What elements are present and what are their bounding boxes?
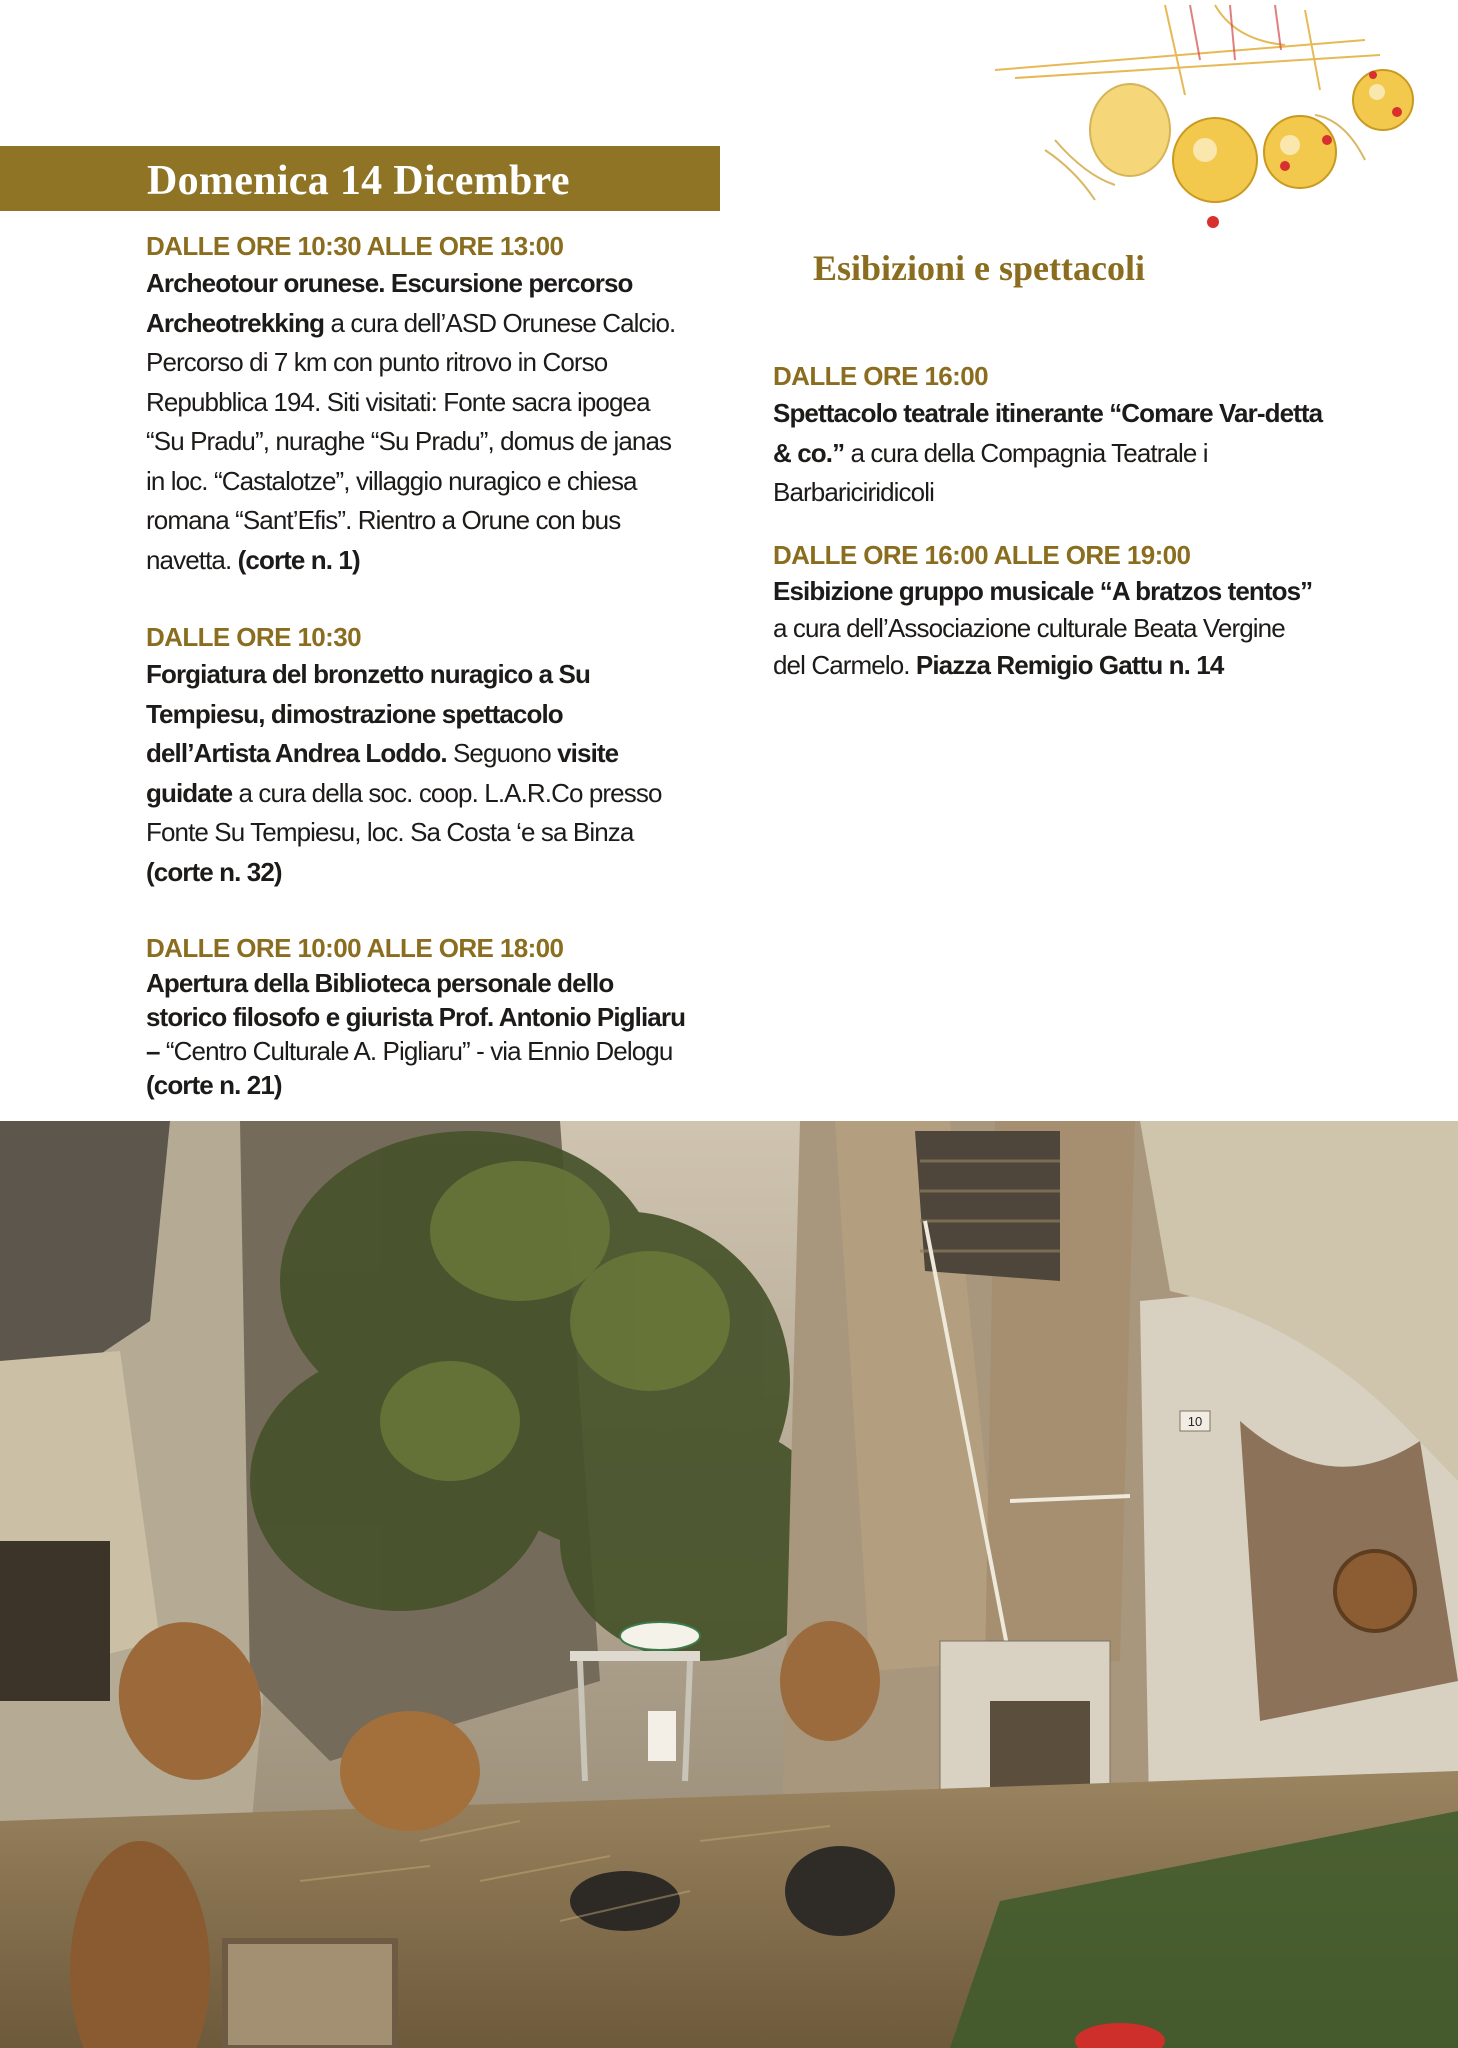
event-highlight-text: Esibizione gruppo musicale “A bratzos tentos”: [773, 575, 1313, 606]
event-item: [146, 930, 691, 1102]
event-highlight-text: Forgiatura del bronzetto nuragico a Su Tempiesu, dimostrazione spettacolo dell’Artista Andrea Loddo.: [146, 659, 590, 768]
event-highlight-text: (corte n. 1): [237, 544, 360, 575]
left-column-events: [146, 228, 691, 1102]
event-description: [773, 394, 1323, 513]
event-time: DALLE ORE 10:30 ALLE ORE 13:00: [146, 231, 564, 261]
courtyard-scene-illustration: [0, 1121, 1458, 2048]
event-highlight-text: Apertura della Biblioteca personale dello storico filosofo e giurista Prof. Antonio Pigliaru –: [146, 968, 686, 1066]
event-highlight-text: (corte n. 21): [146, 1070, 282, 1100]
event-description: [146, 966, 691, 1102]
event-detail-text: Seguono: [446, 738, 558, 768]
event-time: DALLE ORE 16:00: [773, 361, 988, 391]
event-description: [773, 573, 1323, 684]
event-highlight-text: (corte n. 32): [146, 856, 282, 887]
date-banner: [0, 146, 720, 211]
house-number-sign: 10: [1187, 1414, 1203, 1429]
event-item: [146, 228, 691, 580]
right-column-events: [773, 358, 1323, 684]
event-detail-text: a cura della soc. coop. L.A.R.Co presso Fonte Su Tempiesu, loc. Sa Costa ‘e sa Binza: [146, 777, 662, 847]
event-item: [773, 358, 1323, 513]
event-detail-text: a cura della Compagnia Teatrale i Barbariciridicoli: [773, 437, 1208, 507]
event-item: [146, 619, 691, 892]
courtyard-photo: [0, 1121, 1458, 2048]
event-highlight-text: Spettacolo teatrale itinerante “Comare Var-detta & co.”: [773, 398, 1323, 468]
event-detail-text: a cura dell’ASD Orunese Calcio. Percorso di 7 km con punto ritrovo in Corso Repubblica 194. Siti visitati: Fonte sacra ipogea “Su Pradu”, nuraghe “Su Pradu”, domus de janas in loc. “Castalotze”, villaggio nuragico e chiesa romana “Sant’Efis”. Rientro a Orune con bus navetta.: [146, 307, 676, 575]
event-time: DALLE ORE 16:00 ALLE ORE 19:00: [773, 539, 1191, 570]
event-detail-text: “Centro Culturale A. Pigliaru” - via Ennio Delogu: [159, 1036, 673, 1066]
page-title: Domenica 14 Dicembre: [147, 158, 570, 204]
event-time: DALLE ORE 10:00 ALLE ORE 18:00: [146, 933, 564, 963]
event-highlight-text: visite guidate: [146, 738, 619, 808]
event-time: DALLE ORE 10:30: [146, 622, 361, 652]
event-highlight-text: Piazza Remigio Gattu n. 14: [915, 649, 1224, 680]
event-detail-text: a cura dell’Associazione culturale Beata Vergine del Carmelo.: [773, 612, 1285, 680]
event-highlight-text: Archeotour orunese. Escursione percorso Archeotrekking: [146, 268, 633, 338]
christmas-ornament-illustration: [985, 0, 1415, 240]
section-title: Esibizioni e spettacoli: [813, 248, 1145, 288]
event-description: [146, 655, 691, 892]
event-description: [146, 264, 691, 580]
event-item: [773, 537, 1323, 684]
